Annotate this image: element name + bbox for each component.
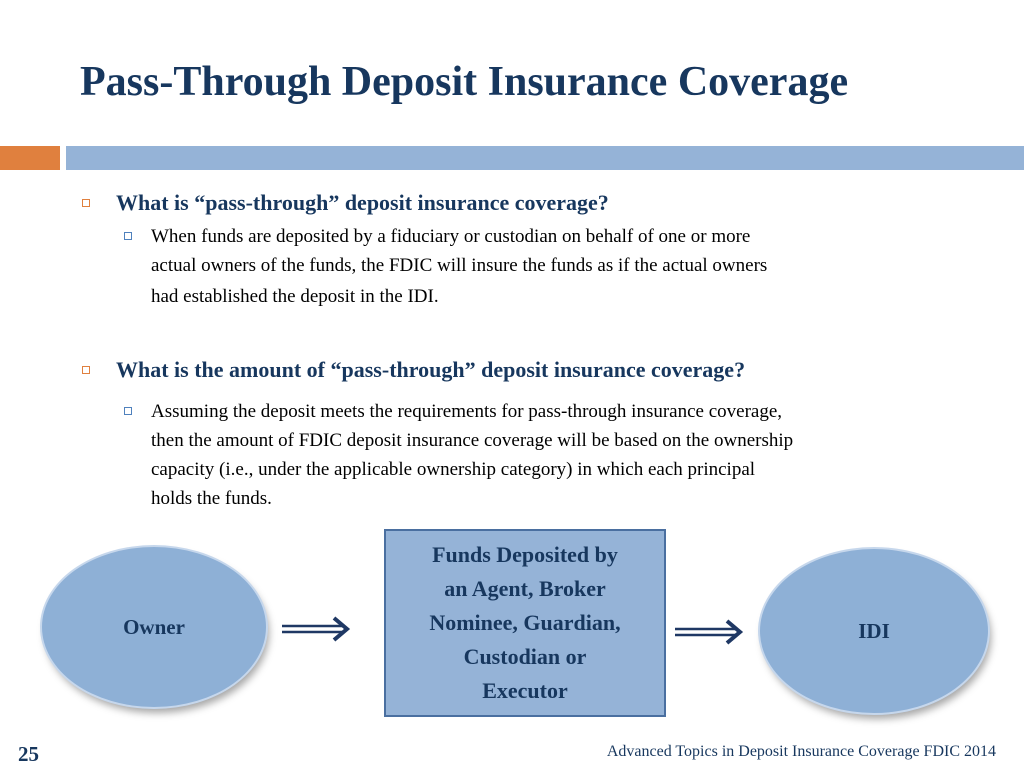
intermediary-line: Custodian or: [463, 644, 587, 669]
intermediary-line: Funds Deposited by: [432, 542, 618, 567]
idi-node: [760, 549, 988, 713]
sub-bullet-line: When funds are deposited by a fiduciary or custodian on behalf of one or more: [151, 226, 751, 247]
square-bullet-icon: [82, 199, 90, 207]
intermediary-box: [384, 529, 666, 717]
square-bullet-icon: [124, 232, 132, 240]
page-number: 25: [18, 742, 39, 766]
sub-bullet-line: capacity (i.e., under the applicable ownership category) in which each principal: [151, 459, 756, 480]
sub-bullet-line: had established the deposit in the IDI.: [151, 286, 439, 307]
square-bullet-icon: [124, 407, 132, 415]
sub-bullet-line: Assuming the deposit meets the requirements for pass-through insurance coverage,: [151, 401, 783, 422]
accent-band-orange: [0, 146, 60, 170]
intermediary-line: an Agent, Broker: [444, 576, 606, 601]
bullet-heading-text: What is the amount of “pass-through” deposit insurance coverage?: [116, 357, 746, 382]
sub-bullet-line: actual owners of the funds, the FDIC will insure the funds as if the actual owners: [151, 255, 768, 276]
sub-bullet-line: holds the funds.: [151, 488, 272, 509]
sub-bullet-line: then the amount of FDIC deposit insurance coverage will be based on the ownership: [151, 430, 794, 451]
slide-title: Pass-Through Deposit Insurance Coverage: [80, 59, 849, 105]
square-bullet-icon: [82, 366, 90, 374]
arrow-right-icon: [282, 614, 354, 644]
owner-node-label: Owner: [123, 614, 185, 639]
owner-node: [42, 547, 266, 707]
slide-footer: Advanced Topics in Deposit Insurance Coverage FDIC 2014: [606, 743, 996, 760]
accent-band-blue: [66, 146, 1024, 170]
idi-node-label: IDI: [858, 618, 890, 643]
intermediary-line: Nominee, Guardian,: [429, 610, 621, 635]
intermediary-line: Executor: [482, 678, 568, 703]
arrow-right-icon: [675, 617, 747, 647]
bullet-heading-text: What is “pass-through” deposit insurance coverage?: [116, 190, 609, 215]
